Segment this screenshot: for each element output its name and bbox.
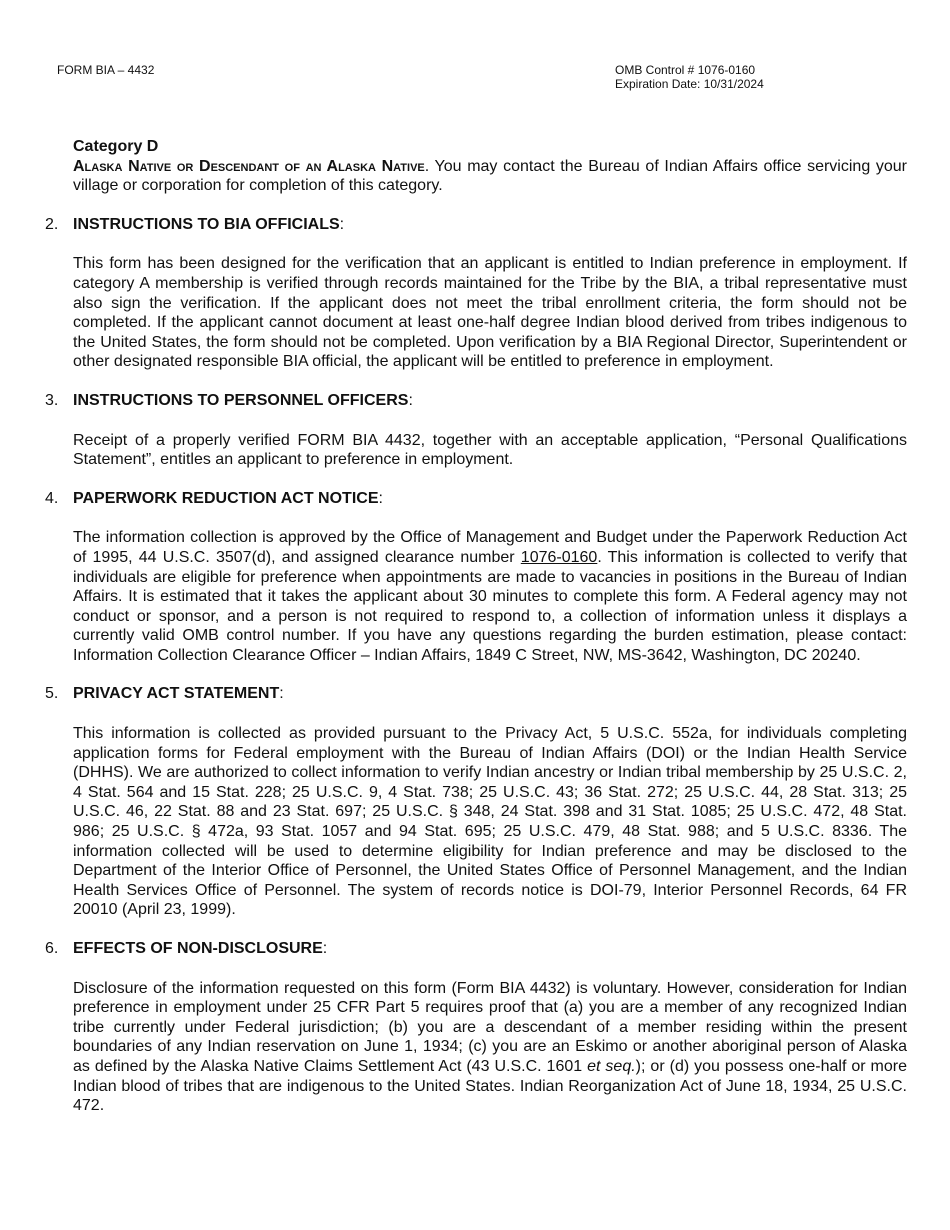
section-number: 5. (45, 685, 59, 703)
section-number: 6. (45, 940, 59, 957)
nondisclosure-text-a: Disclosure of the information requested on this form (Form BIA 4432) is voluntary. However, consideration for Indian preference in employment under 25 CFR Part 5 requires proof that (a) you are a member of any recognized Indian tribe currently under Federal jurisdiction; (b) you are a descendant of a member residing within the present boundaries of any Indian reservation on June 1, 1934; (c) you are an Eskimo or another aboriginal person of Alaska as defined by the Alaska Native Claims Settlement Act (43 U.S.C. 1601 (73, 979, 907, 1075)
section-5-body: This information is collected as provided pursuant to the Privacy Act, 5 U.S.C. 552a, for individuals completing application forms for Federal employment with the Bureau of Indian Affairs (DOI) or the Indian Health Service (DHHS). We are authorized to collect information to verify Indian ancestry or Indian tribal membership by 25 U.S.C. 2, 4 Stat. 564 and 15 Stat. 228; 25 U.S.C. 9, 4 Stat. 738; 25 U.S.C. 43; 36 Stat. 272; 25 U.S.C. 44, 28 Stat. 313; 25 U.S.C. 46, 22 Stat. 88 and 23 Stat. 697; 25 U.S.C. § 348, 24 Stat. 398 and 31 Stat. 1085; 25 U.S.C. 472, 48 Stat. 986; 25 U.S.C. § 472a, 93 Stat. 1057 and 94 Stat. 695; 25 U.S.C. 479, 48 Stat. 988; and 5 U.S.C. 8336. The information collected will be used to determine eligibility for Indian preference and may be disclosed to the Department of the Interior Office of Personnel, the United States Office of Personnel Management, and the Indian Health Services Office of Personnel. The system of records notice is DOI-79, Interior Personnel Records, 64 FR 20010 (April 23, 1999). (73, 725, 907, 919)
section-title: INSTRUCTIONS TO BIA OFFICIALS (73, 215, 340, 233)
section-6-heading (45, 939, 907, 959)
clearance-number: 1076-0160 (520, 548, 598, 566)
section-number: 3. (45, 391, 59, 409)
section-3-heading (45, 391, 907, 411)
paperwork-text-a: The information collection is approved by the Office of Management and Budget under the Paperwork Reduction Act of 1995, 44 U.S.C. 3507(d), and assigned clearance number (73, 529, 907, 566)
heading-colon: : (408, 391, 413, 409)
category-d-text (73, 157, 907, 196)
heading-colon: : (279, 685, 284, 703)
section-number: 2. (45, 215, 59, 233)
category-d-body: . You may contact the Bureau of Indian Affairs office servicing your village or corporation for completion of this category. (73, 157, 907, 195)
omb-block (615, 63, 764, 91)
section-title: EFFECTS OF NON-DISCLOSURE (73, 940, 323, 957)
section-number: 4. (45, 489, 59, 507)
section-title: PAPERWORK REDUCTION ACT NOTICE (73, 489, 379, 507)
section-3-body: Receipt of a properly verified FORM BIA 4432, together with an acceptable application, “Personal Qualifications Statement”, entitles an applicant to preference in employment. (73, 431, 907, 469)
paperwork-text-b: . This information is collected to verify that individuals are eligible for preference when appointments are made to vacancies in positions in the Bureau of Indian Affairs. It is estimated that it takes the applicant about 30 minutes to complete this form. A Federal agency may not conduct or sponsor, and a person is not required to respond to, a collection of information unless it displays a currently valid OMB control number. If you have any questions regarding the burden estimation, please contact: Information Collection Clearance Officer – Indian Affairs, 1849 C Street, NW, MS-3642, Washington, DC 20240. (73, 548, 908, 664)
section-2-body: This form has been designed for the verification that an applicant is entitled to Indian preference in employment. If category A membership is verified through records maintained for the Tribe by the BIA, a tribal representative must also sign the verification. If the applicant does not meet the tribal enrollment criteria, the form should not be completed. If the applicant cannot document at least one-half degree Indian blood derived from tribes indigenous to the United States, the form should not be completed. Upon verification by a BIA Regional Director, Superintendent or other designated responsible BIA official, the applicant will be entitled to preference in employment. (73, 255, 907, 371)
category-d-lead: Alaska Native or Descendant of an Alaska Native (73, 157, 425, 175)
section-title: INSTRUCTIONS TO PERSONNEL OFFICERS (73, 391, 409, 409)
nondisclosure-text-b: ); or (d) you possess one-half or more Indian blood of tribes that are indigenous to the United States. Indian Reorganization Act of June 18, 1934, 25 U.S.C. 472. (73, 1057, 908, 1115)
expiration-date: Expiration Date: 10/31/2024 (615, 77, 764, 91)
heading-colon: : (378, 489, 383, 507)
omb-control-number: OMB Control # 1076-0160 (615, 63, 756, 77)
heading-colon: : (322, 940, 328, 957)
section-2-heading (45, 215, 907, 235)
section-4-body (73, 528, 907, 665)
heading-colon: : (339, 215, 345, 233)
document-body (45, 137, 907, 1116)
et-seq: et seq. (587, 1057, 636, 1075)
section-title: PRIVACY ACT STATEMENT (73, 685, 280, 703)
section-6-body (73, 979, 907, 1116)
section-4-heading (45, 489, 907, 509)
category-d-title: Category D (73, 138, 159, 155)
form-id: FORM BIA – 4432 (57, 63, 155, 77)
section-5-heading (45, 684, 907, 704)
